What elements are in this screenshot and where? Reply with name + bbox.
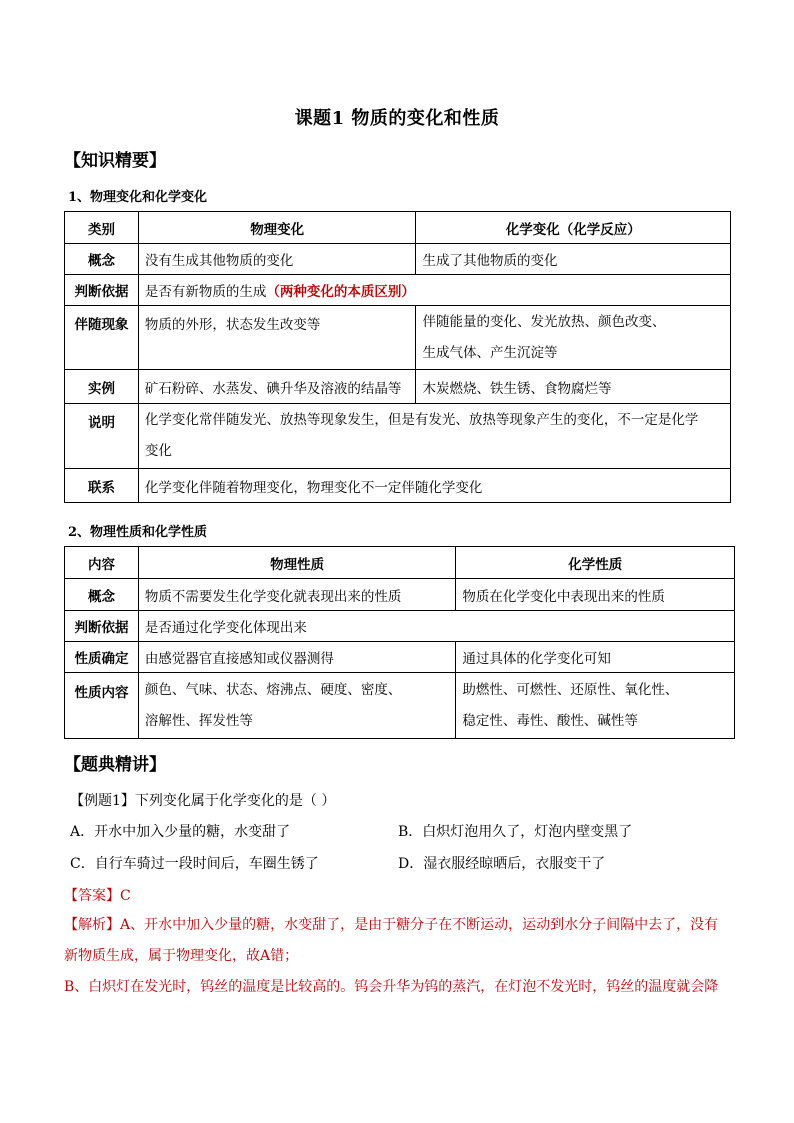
cell-line: 化学变化常伴随发光、放热等现象发生，但是有发光、放热等现象产生的变化，不一定是化学	[144, 412, 699, 428]
table-row	[65, 370, 731, 404]
row-label: 性质确定	[65, 642, 139, 673]
cell-chemical: 木炭燃烧、铁生锈、食物腐烂等	[416, 370, 731, 404]
cell-line: 助燃性、可燃性、还原性、氧化性、	[462, 681, 679, 698]
cell-physical: 由感觉器官直接感知或仪器测得	[138, 642, 456, 673]
cell-line: 溶解性、挥发性等	[144, 712, 253, 729]
example-question: 【例题1】下列变化属于化学变化的是（ ）	[70, 793, 336, 809]
change-comparison-table	[64, 211, 731, 503]
table-header-row	[65, 547, 735, 579]
table-row	[65, 275, 731, 306]
header-content: 内容	[65, 547, 139, 579]
cell-line: 颜色、气味、状态、熔沸点、硬度、密度、	[144, 681, 402, 698]
row-label: 性质内容	[65, 673, 139, 739]
row-label: 概念	[65, 244, 139, 275]
header-chemical-change: 化学变化（化学反应）	[416, 212, 731, 244]
cell-line: 伴随能量的变化、发光放热、颜色改变、	[422, 313, 666, 330]
row-label: 伴随现象	[65, 306, 139, 370]
cell-physical	[138, 673, 456, 739]
header-category: 类别	[65, 212, 139, 244]
subheading-physical-chemical-property: 2、物理性质和化学性质	[68, 525, 208, 540]
property-comparison-table	[64, 546, 735, 739]
cell-merged: 是否通过化学变化体现出来	[138, 611, 734, 642]
row-label: 概念	[65, 579, 139, 611]
row-label: 说明	[65, 404, 139, 469]
row-label: 判断依据	[65, 275, 139, 306]
header-physical-property: 物理性质	[138, 547, 456, 579]
subheading-physical-chemical-change: 1、物理变化和化学变化	[68, 190, 208, 205]
header-physical-change: 物理变化	[138, 212, 416, 244]
analysis-label: 【解析】	[64, 917, 120, 933]
table-row	[65, 642, 735, 673]
cell-chemical	[416, 306, 731, 370]
row-label: 判断依据	[65, 611, 139, 642]
table-row	[65, 579, 735, 611]
table-row	[65, 306, 731, 370]
section-heading-examples: 【题典精讲】	[64, 755, 166, 775]
cell-merged	[138, 404, 730, 469]
analysis-text	[64, 910, 734, 1003]
analysis-line-3: B、白炽灯在发光时，钨丝的温度是比较高的。钨会升华为钨的蒸汽，在灯泡不发光时，钨丝的温度就会降	[64, 979, 719, 995]
cell-line: 变化	[144, 443, 172, 459]
criterion-text: 是否有新物质的生成	[144, 284, 267, 300]
cell-line: 稳定性、毒性、酸性、碱性等	[462, 712, 638, 729]
cell-chemical: 通过具体的化学变化可知	[456, 642, 735, 673]
table-row	[65, 469, 731, 503]
cell-physical: 矿石粉碎、水蒸发、碘升华及溶液的结晶等	[138, 370, 416, 404]
cell-merged: 化学变化伴随着物理变化，物理变化不一定伴随化学变化	[138, 469, 730, 503]
cell-chemical	[456, 673, 735, 739]
cell-merged	[138, 275, 730, 306]
section-heading-knowledge: 【知识精要】	[64, 151, 166, 171]
cell-chemical: 物质在化学变化中表现出来的性质	[456, 579, 735, 611]
cell-physical: 物质不需要发生化学变化就表现出来的性质	[138, 579, 456, 611]
row-label: 联系	[65, 469, 139, 503]
answer-label: 【答案】	[64, 888, 120, 904]
page-title: 课题1 物质的变化和性质	[294, 108, 500, 129]
option-c: C．自行车骑过一段时间后，车圈生锈了	[70, 856, 319, 872]
table-row	[65, 244, 731, 275]
table-row	[65, 611, 735, 642]
analysis-line	[64, 910, 734, 941]
option-a: A．开水中加入少量的糖，水变甜了	[70, 824, 291, 840]
header-chemical-property: 化学性质	[456, 547, 735, 579]
analysis-line-1: A、开水中加入少量的糖，水变甜了，是由于糖分子在不断运动，运动到水分子间隔中去了，没有	[120, 917, 719, 933]
cell-line: 生成气体、产生沉淀等	[422, 344, 558, 361]
table-row	[65, 673, 735, 739]
answer-line	[64, 885, 131, 905]
table-header-row	[65, 212, 731, 244]
table-row	[65, 404, 731, 469]
analysis-line-2: 新物质生成，属于物理变化，故A错；	[64, 948, 299, 964]
cell-physical: 物质的外形，状态发生改变等	[138, 306, 416, 370]
cell-physical: 没有生成其他物质的变化	[138, 244, 416, 275]
option-d: D．湿衣服经晾晒后，衣服变干了	[398, 856, 606, 872]
cell-chemical: 生成了其他物质的变化	[416, 244, 731, 275]
answer-value: C	[120, 888, 131, 904]
option-b: B．白炽灯泡用久了，灯泡内壁变黑了	[398, 824, 633, 840]
essential-difference-note: （两种变化的本质区别）	[266, 284, 415, 300]
row-label: 实例	[65, 370, 139, 404]
